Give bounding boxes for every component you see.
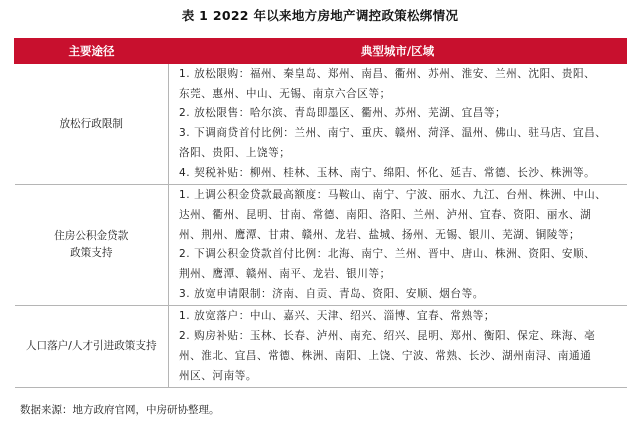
header-route: 主要途径 <box>15 39 169 64</box>
detail-line: 3. 放宽申请限制：济南、自贡、青岛、资阳、安顺、烟台等。 <box>179 287 484 300</box>
detail-line: 4. 契税补贴：柳州、桂林、玉林、南宁、绵阳、怀化、延吉、常德、长沙、株洲等。 <box>179 166 596 179</box>
policy-table-container <box>14 38 626 388</box>
category-cell <box>15 306 169 388</box>
detail-cell <box>169 185 627 306</box>
category-label: 放松行政限制 <box>59 117 124 130</box>
detail-cell <box>169 306 627 388</box>
category-label: 人口落户/人才引进政策支持 <box>25 340 157 353</box>
table-row <box>15 306 627 388</box>
detail-line: 2. 放松限售：哈尔滨、青岛即墨区、衢州、苏州、芜湖、宜昌等； <box>179 107 507 120</box>
category-cell <box>15 64 169 185</box>
table-title: 表 1 2022 年以来地方房地产调控政策松绑情况 <box>181 8 459 23</box>
detail-line: 州区、河南等。 <box>179 369 258 382</box>
detail-line: 1. 上调公积金贷款最高额度：马鞍山、南宁、宁波、丽水、九江、台州、株洲、中山、 <box>179 189 607 202</box>
detail-line: 2. 下调公积金贷款首付比例：北海、南宁、兰州、晋中、唐山、株洲、资阳、安顺、 <box>179 248 596 261</box>
detail-line: 1. 放松限购：福州、秦皇岛、郑州、南昌、衢州、苏州、淮安、兰州、沈阳、贵阳、 <box>179 68 596 80</box>
detail-line: 州、荆州、鹰潭、甘肃、赣州、龙岩、盐城、扬州、无锡、银川、芜湖、铜陵等； <box>179 228 581 241</box>
data-source-note: 数据来源：地方政府官网，中房研协整理。 <box>20 404 220 416</box>
detail-line: 2. 购房补贴：玉林、长春、泸州、南充、绍兴、昆明、郑州、衡阳、保定、珠海、亳 <box>179 330 596 343</box>
header-cities: 典型城市/区域 <box>169 39 627 64</box>
table-row <box>15 64 627 185</box>
detail-line: 1. 放宽落户：中山、嘉兴、天津、绍兴、淄博、宜春、常熟等； <box>179 310 496 323</box>
category-cell <box>15 185 169 306</box>
detail-line: 州、淮北、宜昌、常德、株洲、南阳、上饶、宁波、常熟、长沙、湖州南浔、南通通 <box>179 349 592 362</box>
detail-line: 洛阳、贵阳、上饶等； <box>179 146 291 159</box>
detail-line: 荆州、鹰潭、赣州、南平、龙岩、银川等； <box>179 268 391 281</box>
policy-table <box>14 38 627 388</box>
detail-line: 东莞、惠州、中山、无锡、南京六合区等； <box>179 87 391 100</box>
category-label: 住房公积金贷款 <box>54 230 129 243</box>
detail-line: 3. 下调商贷首付比例：兰州、南宁、重庆、赣州、菏泽、温州、佛山、驻马店、宜昌、 <box>179 127 607 140</box>
detail-line: 达州、衢州、昆明、甘南、常德、南阳、洛阳、兰州、泸州、宜春、资阳、丽水、湖 <box>179 208 592 221</box>
detail-cell <box>169 64 627 185</box>
header-row <box>15 39 627 64</box>
category-label: 政策支持 <box>70 247 113 260</box>
table-row <box>15 185 627 306</box>
